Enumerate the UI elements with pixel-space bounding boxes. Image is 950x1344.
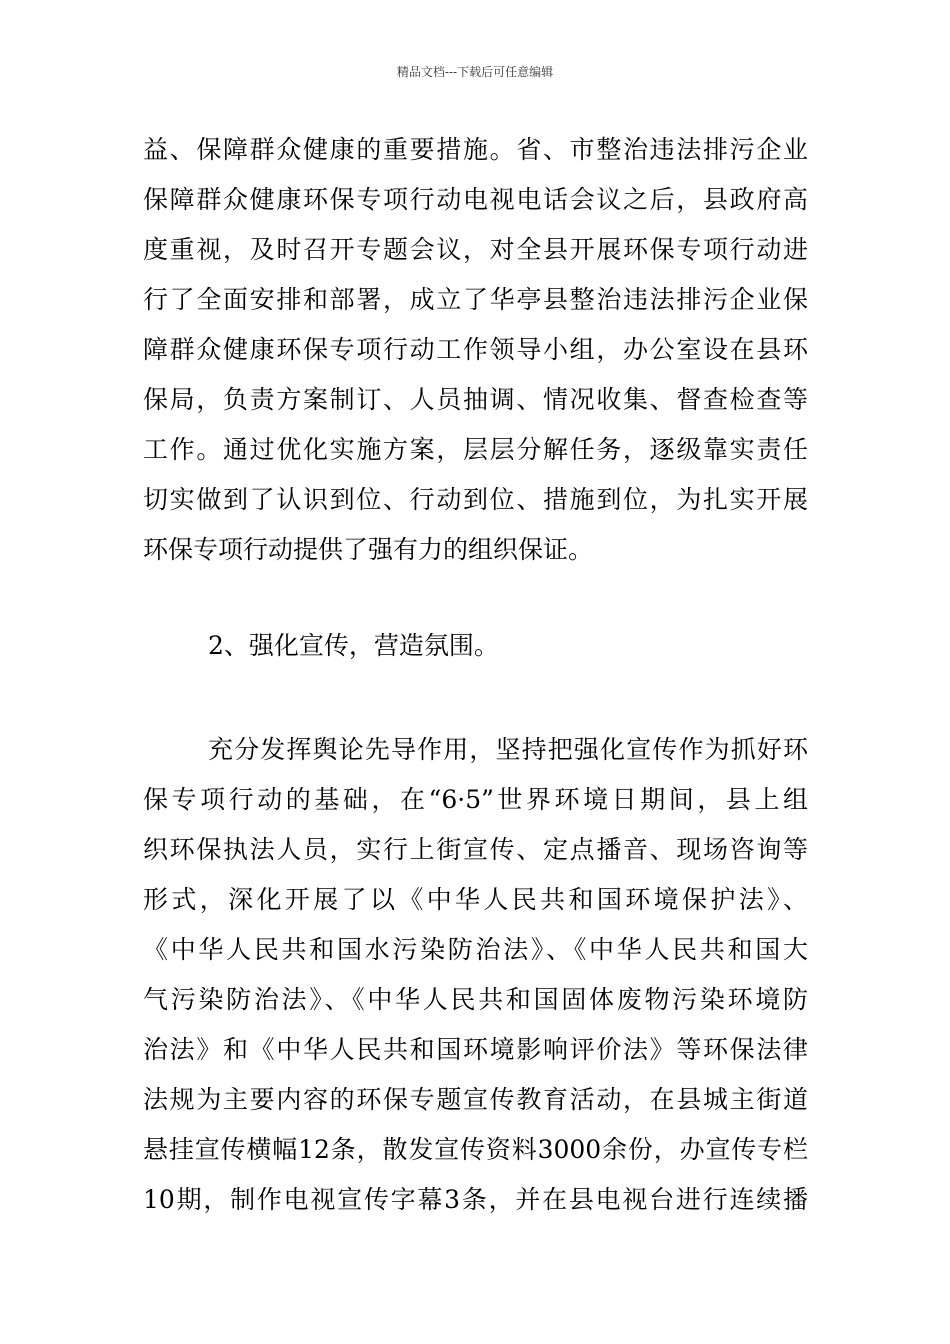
paragraph-line: 气污染防治法》、《中华人民共和国固体废物污染环境防 [143, 985, 808, 1014]
paragraph-line: 法规为主要内容的环保专题宣传教育活动，在县城主街道 [143, 1085, 808, 1114]
paragraph-line: 充分发挥舆论先导作用，坚持把强化宣传作为抓好环 [208, 735, 808, 764]
paragraph-line: 度重视，及时召开专题会议，对全县开展环保专项行动进 [143, 235, 808, 264]
paragraph-line: 织环保执法人员，实行上街宣传、定点播音、现场咨询等 [143, 835, 808, 864]
paragraph-line: 障群众健康环保专项行动工作领导小组，办公室设在县环 [143, 335, 808, 364]
paragraph-line: 保局，负责方案制订、人员抽调、情况收集、督查检查等 [143, 385, 808, 414]
paragraph-line: 形式，深化开展了以《中华人民共和国环境保护法》、 [143, 885, 808, 914]
paragraph-line: 悬挂宣传横幅12条，散发宣传资料3000余份，办宣传专栏 [143, 1135, 808, 1164]
section-heading: 2、强化宣传，营造氛围。 [208, 631, 499, 660]
paragraph-line: 益、保障群众健康的重要措施。省、市整治违法排污企业 [143, 135, 808, 164]
paragraph-line: 环保专项行动提供了强有力的组织保证。 [143, 535, 594, 564]
paragraph-line: 工作。通过优化实施方案，层层分解任务，逐级靠实责任 [143, 435, 808, 464]
paragraph-line: 10期，制作电视宣传字幕3条，并在县电视台进行连续播 [143, 1185, 808, 1214]
paragraph-line: 《中华人民共和国水污染防治法》、《中华人民共和国大 [143, 935, 808, 964]
paragraph-line: 切实做到了认识到位、行动到位、措施到位，为扎实开展 [143, 485, 808, 514]
page-header: 精品文档---下载后可任意编辑 [396, 65, 554, 79]
paragraph-line: 治法》和《中华人民共和国环境影响评价法》等环保法律 [143, 1035, 808, 1064]
paragraph-line: 保障群众健康环保专项行动电视电话会议之后，县政府高 [143, 185, 808, 214]
paragraph-line: 行了全面安排和部署，成立了华亭县整治违法排污企业保 [143, 285, 808, 314]
paragraph-line: 保专项行动的基础，在“6·5”世界环境日期间，县上组 [143, 785, 808, 814]
